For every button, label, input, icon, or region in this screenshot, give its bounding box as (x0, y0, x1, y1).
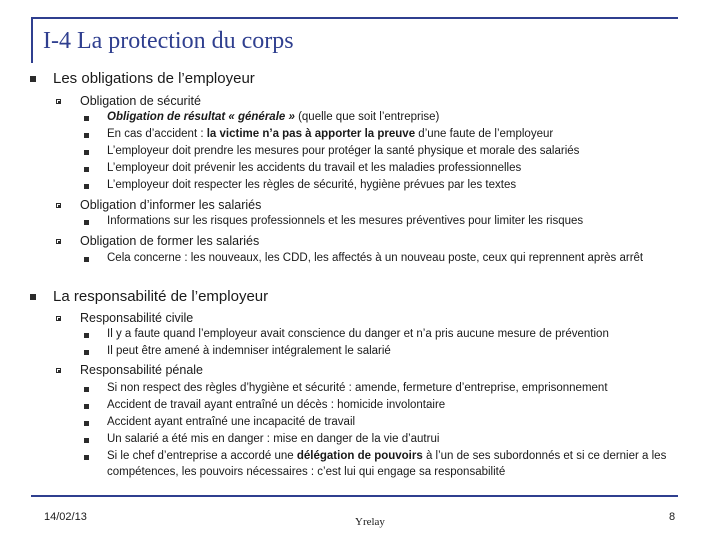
bullet-hollow-square-icon (56, 203, 61, 208)
bullet-small-square-icon (84, 150, 89, 155)
bullet-small-square-icon (84, 333, 89, 338)
list-item (107, 126, 553, 143)
bullet-small-square-icon (84, 350, 89, 355)
list-item: Si non respect des règles d’hygiène et sécurité : amende, fermeture d’entreprise, emprisonnement (107, 382, 608, 394)
bullet-square-icon (30, 76, 36, 82)
bullet-small-square-icon (84, 455, 89, 460)
emphasis-text: Obligation de résultat « générale » (107, 111, 295, 123)
item-text: En cas d’accident : (107, 128, 207, 140)
list-item: Informations sur les risques professionnels et les mesures préventives pour limiter les risques (107, 215, 584, 227)
list-item (107, 448, 666, 465)
bullet-small-square-icon (84, 387, 89, 392)
section-heading-obligations: Les obligations de l’employeur (53, 70, 255, 87)
slide-title: I-4 La protection du corps (43, 28, 294, 54)
item-text: (quelle que soit l’entreprise) (294, 111, 440, 123)
footer-date: 14/02/13 (44, 511, 87, 523)
bullet-hollow-square-icon (56, 368, 61, 373)
list-item: L’employeur doit respecter les règles de sécurité, hygiène prévues par les textes (107, 179, 517, 191)
bullet-small-square-icon (84, 220, 89, 225)
emphasis-text: la victime n’a pas à apporter la preuve (206, 128, 416, 140)
frame-bottom-rule (31, 495, 678, 497)
bullet-small-square-icon (84, 184, 89, 189)
bullet-small-square-icon (84, 438, 89, 443)
bullet-small-square-icon (84, 133, 89, 138)
list-item: L’employeur doit prévenir les accidents du travail et les maladies professionnelles (107, 162, 522, 174)
list-item: Il peut être amené à indemniser intégralement le salarié (107, 345, 391, 357)
emphasis-text: délégation de pouvoirs (296, 450, 423, 462)
frame-top-rule (31, 17, 678, 19)
item-text: Si le chef d’entreprise a accordé une (107, 450, 297, 462)
bullet-hollow-square-icon (56, 316, 61, 321)
bullet-small-square-icon (84, 167, 89, 172)
footer-author: Yrelay (355, 516, 385, 528)
list-item: Un salarié a été mis en danger : mise en danger de la vie d’autrui (107, 433, 440, 445)
bullet-small-square-icon (84, 257, 89, 262)
list-item: Accident de travail ayant entraîné un décès : homicide involontaire (107, 399, 446, 411)
subheading-obligation-informer: Obligation d’informer les salariés (80, 198, 262, 212)
item-text: d’une faute de l’employeur (415, 128, 554, 140)
item-text: à l’un de ses subordonnés et si ce dernier a les (422, 450, 667, 462)
frame-left-rule (31, 17, 33, 63)
bullet-small-square-icon (84, 421, 89, 426)
subheading-obligation-former: Obligation de former les salariés (80, 234, 260, 248)
subheading-responsabilite-penale: Responsabilité pénale (80, 363, 204, 377)
page-number: 8 (669, 511, 676, 523)
bullet-hollow-square-icon (56, 99, 61, 104)
list-item: L’employeur doit prendre les mesures pour protéger la santé physique et morale des salariés (107, 145, 580, 157)
list-item: Cela concerne : les nouveaux, les CDD, les affectés à un nouveau poste, ceux qui reprennent après arrêt (107, 252, 644, 264)
bullet-square-icon (30, 294, 36, 300)
bullet-hollow-square-icon (56, 239, 61, 244)
subheading-obligation-securite: Obligation de sécurité (80, 94, 201, 108)
list-item: Accident ayant entraîné une incapacité de travail (107, 416, 356, 428)
bullet-small-square-icon (84, 116, 89, 121)
list-item-continuation: compétences, les pouvoirs nécessaires : c’est lui qui engage sa responsabilité (107, 466, 506, 478)
list-item: Il y a faute quand l’employeur avait conscience du danger et n’a pris aucune mesure de prévention (107, 328, 609, 340)
list-item (107, 109, 439, 126)
subheading-responsabilite-civile: Responsabilité civile (80, 311, 194, 325)
section-heading-responsabilite: La responsabilité de l’employeur (53, 288, 269, 305)
bullet-small-square-icon (84, 404, 89, 409)
